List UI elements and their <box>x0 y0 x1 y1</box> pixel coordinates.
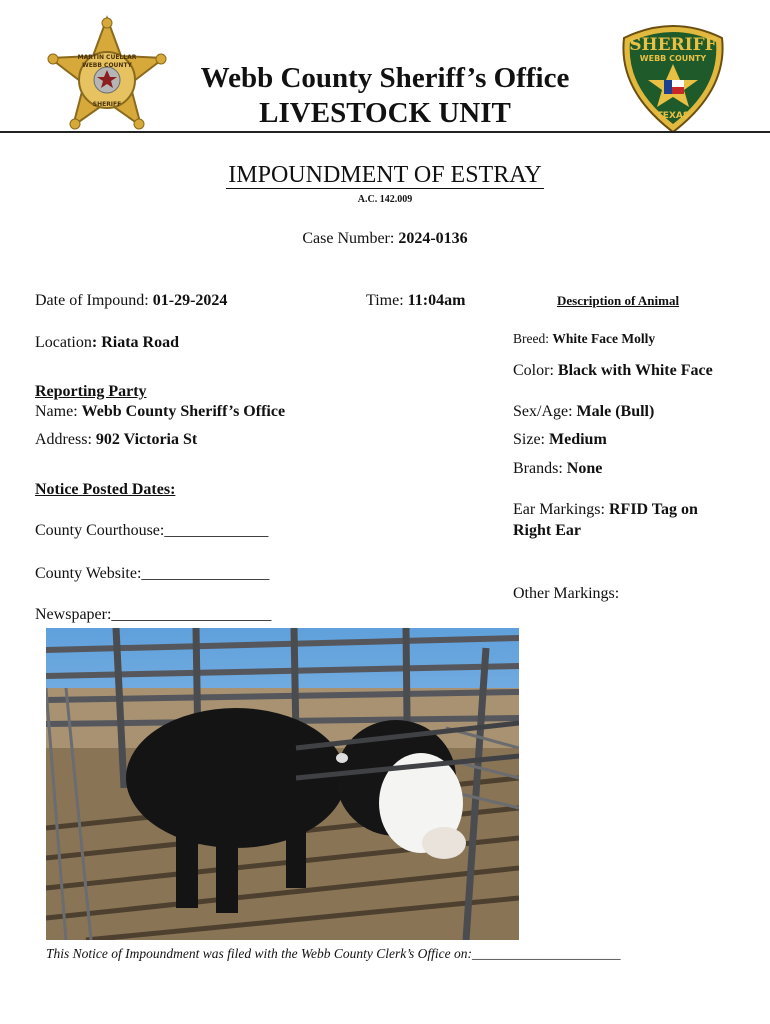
time-label: Time: <box>366 292 408 309</box>
date-value: 01-29-2024 <box>152 292 228 309</box>
newspaper-notice-field: Newspaper:____________________ <box>35 606 272 623</box>
other-markings-label: Other Markings: <box>513 585 620 602</box>
courthouse-notice-field: County Courthouse:_____________ <box>35 522 269 539</box>
ear-markings <box>513 501 698 519</box>
case-number-value: 2024-0136 <box>398 230 468 247</box>
shield-text-top: SHERIFF <box>629 35 717 55</box>
brands-value: None <box>566 460 603 477</box>
size-value: Medium <box>549 431 607 448</box>
size-label: Size: <box>513 431 549 448</box>
document-title: IMPOUNDMENT OF ESTRAY <box>228 162 542 188</box>
ear-markings-label: Ear Markings: <box>513 501 609 518</box>
breed-label: Breed: <box>513 331 553 346</box>
name-label: Name: <box>35 403 82 420</box>
office-title: Webb County Sheriff’s Office <box>200 62 570 94</box>
star-badge-text-top: MARTIN CUELLAR <box>77 54 137 61</box>
size <box>513 431 607 449</box>
date-of-impound <box>35 292 227 310</box>
sex-age-label: Sex/Age: <box>513 403 577 420</box>
color-label: Color: <box>513 362 558 379</box>
clerk-filing-notice: This Notice of Impoundment was filed with the Webb County Clerk’s Office on:______________________ <box>46 946 621 961</box>
shield-text-mid: WEBB COUNTY <box>639 54 707 63</box>
website-notice-field: County Website:________________ <box>35 565 270 582</box>
time-value: 11:04am <box>407 292 466 309</box>
reporting-party-heading: Reporting Party <box>35 383 147 400</box>
time-of-impound <box>366 292 465 310</box>
name-value: Webb County Sheriff’s Office <box>81 403 286 420</box>
brands-label: Brands: <box>513 460 567 477</box>
sex-age <box>513 403 654 421</box>
date-label: Date of Impound: <box>35 292 153 309</box>
address-label: Address: <box>35 431 96 448</box>
breed-value: White Face Molly <box>552 331 656 346</box>
ear-markings-value-line2: Right Ear <box>513 522 581 539</box>
header-divider <box>0 131 770 133</box>
address-value: 902 Victoria St <box>95 431 198 448</box>
location-value: : Riata Road <box>91 334 179 351</box>
star-badge-text-bottom: SHERIFF <box>92 101 122 108</box>
shield-text-bottom: TEXAS <box>656 111 690 121</box>
document-title-wrap <box>0 162 770 189</box>
unit-title: LIVESTOCK UNIT <box>259 97 511 129</box>
location <box>35 334 179 352</box>
case-number-label: Case Number: <box>302 230 399 247</box>
reporting-party-name <box>35 403 285 421</box>
breed <box>513 331 655 347</box>
reporting-party-address <box>35 431 197 449</box>
ear-markings-value-line1: RFID Tag on <box>608 501 698 518</box>
color <box>513 362 713 380</box>
sex-age-value: Male (Bull) <box>576 403 655 420</box>
star-badge-text-mid: WEBB COUNTY <box>82 62 132 69</box>
impounded-animal-photo <box>46 628 519 940</box>
brands <box>513 460 602 478</box>
animal-description-heading: Description of Animal <box>557 293 680 308</box>
location-label: Location <box>35 334 92 351</box>
statute-reference: A.C. 142.009 <box>357 194 413 205</box>
color-value: Black with White Face <box>557 362 713 379</box>
notice-posted-heading: Notice Posted Dates: <box>35 481 176 498</box>
case-number <box>0 230 770 248</box>
